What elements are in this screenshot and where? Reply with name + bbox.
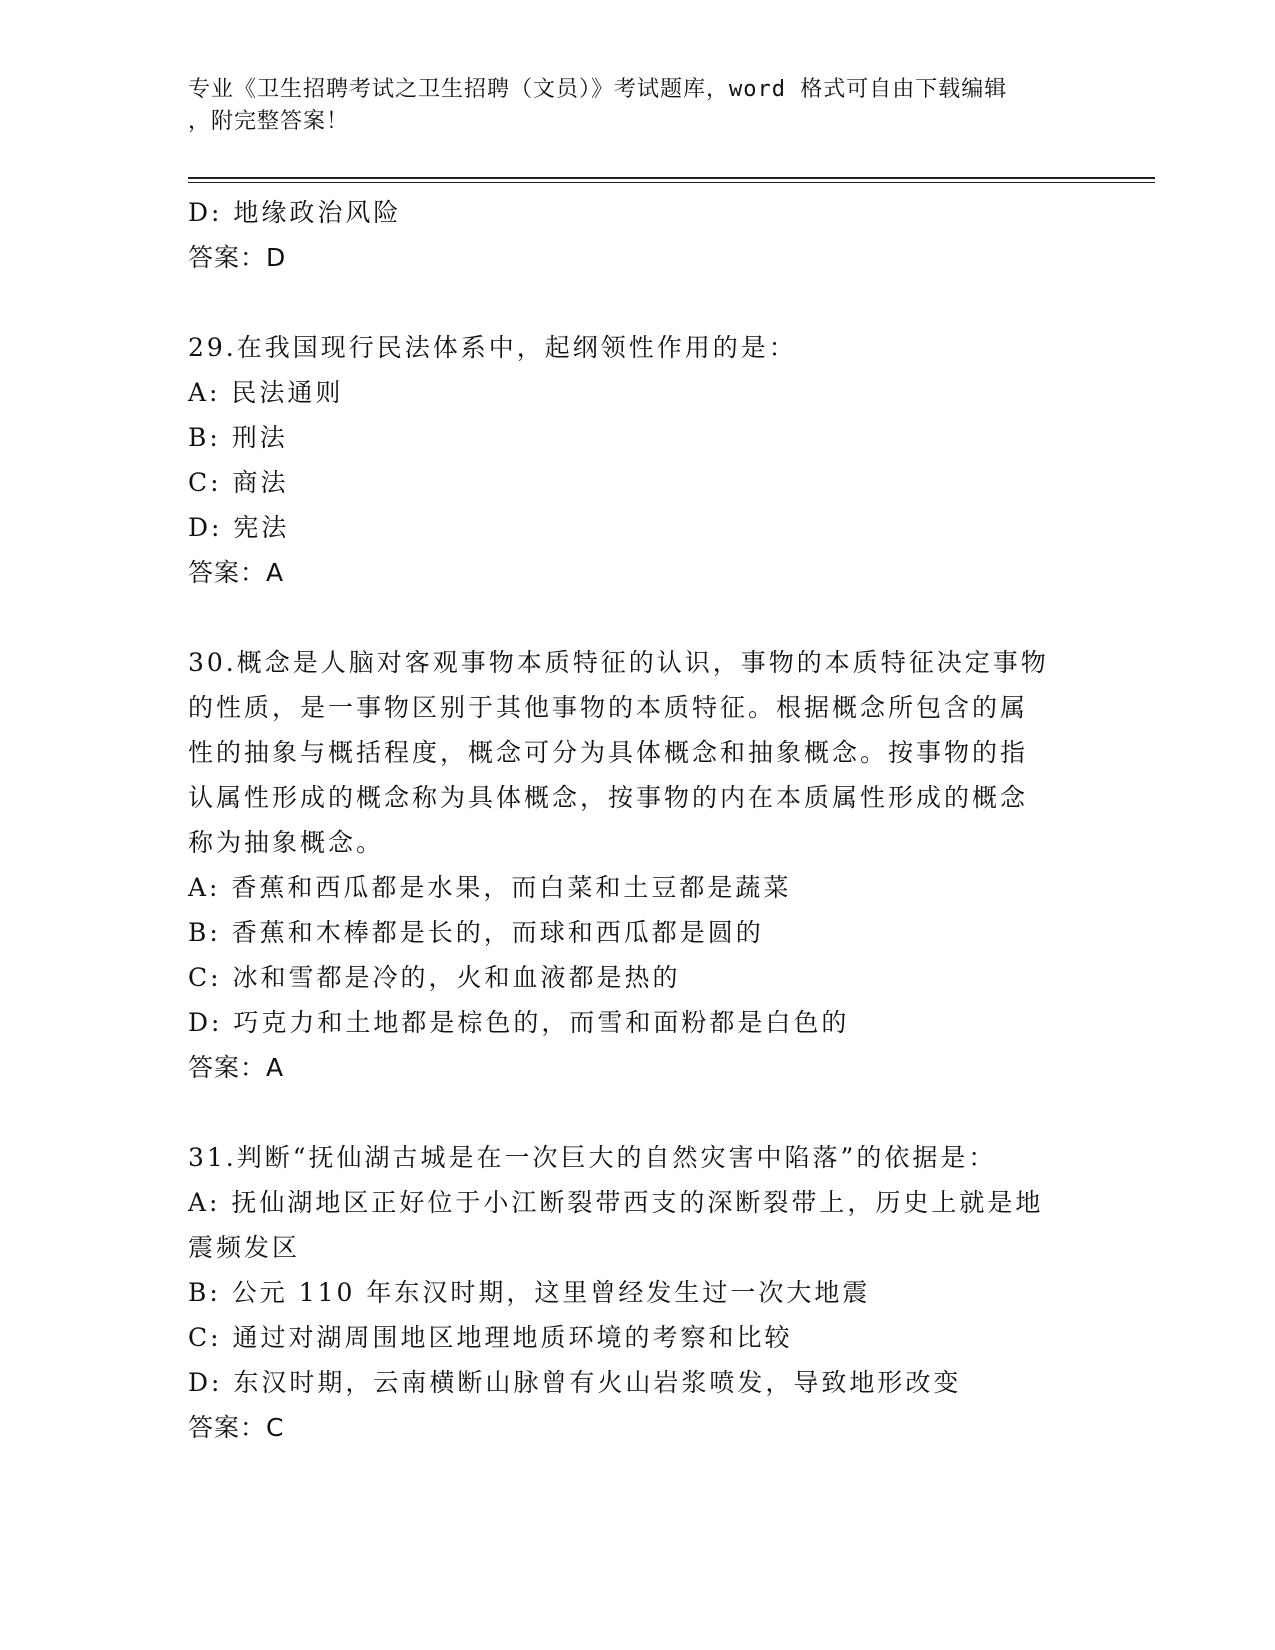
- option-c: C: 商法: [188, 468, 289, 497]
- option-a: A: 民法通则: [188, 378, 344, 407]
- option-a-continued: 震频发区: [188, 1233, 301, 1262]
- option-c: C: 冰和雪都是冷的，火和血液都是热的: [188, 963, 681, 992]
- question-stem: 31.判断“抚仙湖古城是在一次巨大的自然灾害中陷落”的依据是：: [188, 1143, 997, 1172]
- option-d: D: 巧克力和土地都是棕色的，而雪和面粉都是白色的: [188, 1008, 850, 1037]
- answer-line: 答案：D: [188, 243, 287, 272]
- answer-line: 答案：A: [188, 1053, 285, 1082]
- question-stem-line: 认属性形成的概念称为具体概念，按事物的内在本质属性形成的概念: [188, 783, 1029, 812]
- header-divider-thin: [188, 182, 1155, 183]
- question-stem-line: 性的抽象与概括程度，概念可分为具体概念和抽象概念。按事物的指: [188, 738, 1029, 767]
- answer-line: 答案：A: [188, 558, 285, 587]
- question-fragment-28: [188, 190, 1088, 280]
- option-d: D: 东汉时期，云南横断山脉曾有火山岩浆喷发，导致地形改变: [188, 1368, 962, 1397]
- question-30: [188, 640, 1088, 1090]
- option-a: A: 抚仙湖地区正好位于小江断裂带西支的深断裂带上，历史上就是地: [188, 1188, 1044, 1217]
- answer-line: 答案：C: [188, 1413, 285, 1442]
- question-29: [188, 325, 1088, 595]
- document-body: [188, 190, 1088, 1450]
- option-a: A: 香蕉和西瓜都是水果，而白菜和土豆都是蔬菜: [188, 873, 792, 902]
- question-stem-line: 称为抽象概念。: [188, 828, 385, 857]
- header-line-1: 专业《卫生招聘考试之卫生招聘（文员）》考试题库，word 格式可自由下载编辑: [188, 77, 1008, 102]
- document-header: [188, 74, 1088, 138]
- option-b: B: 刑法: [188, 423, 288, 452]
- spacer: [188, 595, 1088, 640]
- option-d: D: 地缘政治风险: [188, 198, 402, 227]
- header-line-2: ，附完整答案！: [188, 109, 350, 134]
- question-stem-line: 的性质，是一事物区别于其他事物的本质特征。根据概念所包含的属: [188, 693, 1029, 722]
- option-b: B: 公元 110 年东汉时期，这里曾经发生过一次大地震: [188, 1278, 871, 1307]
- question-stem-line: 30.概念是人脑对客观事物本质特征的认识，事物的本质特征决定事物: [188, 648, 1049, 677]
- header-divider-thick: [188, 177, 1155, 179]
- question-stem: 29.在我国现行民法体系中，起纲领性作用的是：: [188, 333, 797, 362]
- question-31: [188, 1135, 1088, 1450]
- option-d: D: 宪法: [188, 513, 290, 542]
- option-b: B: 香蕉和木棒都是长的，而球和西瓜都是圆的: [188, 918, 764, 947]
- spacer: [188, 280, 1088, 325]
- spacer: [188, 1090, 1088, 1135]
- option-c: C: 通过对湖周围地区地理地质环境的考察和比较: [188, 1323, 793, 1352]
